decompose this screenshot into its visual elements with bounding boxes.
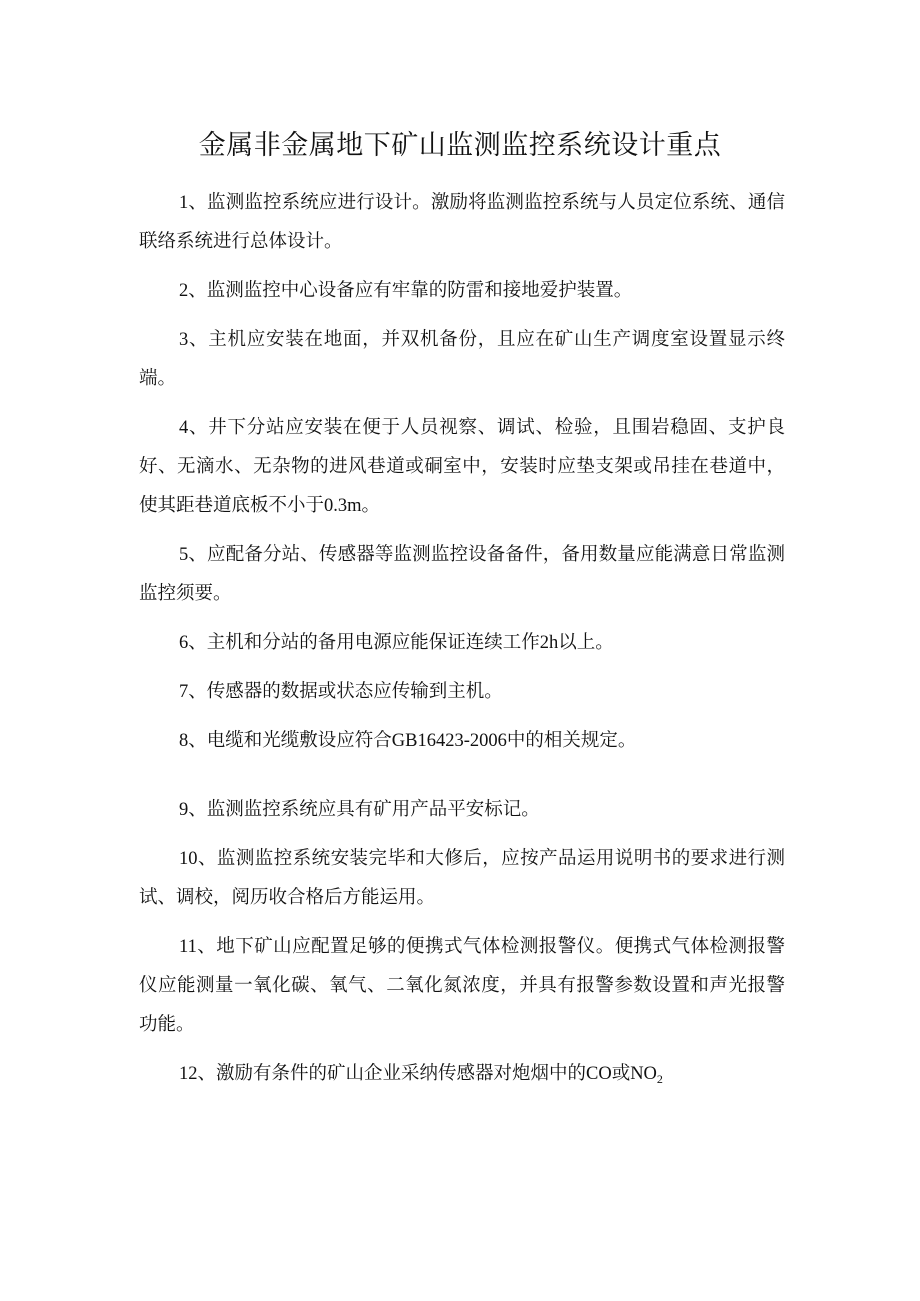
paragraph-5: 5、应配备分站、传感器等监测监控设备备件，备用数量应能满意日常监测监控须要。 [139, 545, 785, 604]
document-body [139, 184, 785, 1104]
paragraph-8: 8、电缆和光缆敷设应符合GB16423-2006中的相关规定。 [179, 731, 637, 751]
paragraph-1: 1、监测监控系统应进行设计。激励将监测监控系统与人员定位系统、通信联络系统进行总体设计。 [139, 193, 785, 252]
paragraph-7: 7、传感器的数据或状态应传输到主机。 [179, 682, 503, 702]
paragraph-12 [139, 1055, 785, 1094]
paragraph-4: 4、井下分站应安装在便于人员视察、调试、检验，且围岩稳固、支护良好、无滴水、无杂物的进风巷道或硐室中，安装时应垫支架或吊挂在巷道中，使其距巷道底板不小于0.3m。 [139, 418, 785, 516]
paragraph-9: 9、监测监控系统应具有矿用产品平安标记。 [179, 800, 540, 820]
paragraph-12-text: 12、激励有条件的矿山企业采纳传感器对炮烟中的CO或NO [179, 1064, 657, 1084]
paragraph-10: 10、监测监控系统安装完毕和大修后，应按产品运用说明书的要求进行测试、调校，阅历收合格后方能运用。 [139, 849, 785, 908]
document-title: 金属非金属地下矿山监测监控系统设计重点 [198, 130, 722, 161]
paragraph-2: 2、监测监控中心设备应有牢靠的防雷和接地爱护装置。 [179, 281, 633, 301]
paragraph-6: 6、主机和分站的备用电源应能保证连续工作2h以上。 [179, 633, 614, 653]
subscript-2: 2 [656, 1072, 663, 1086]
paragraph-3: 3、主机应安装在地面，并双机备份，且应在矿山生产调度室设置显示终端。 [139, 330, 785, 389]
paragraph-11: 11、地下矿山应配置足够的便携式气体检测报警仪。便携式气体检测报警仪应能测量一氧化碳、氧气、二氧化氮浓度，并具有报警参数设置和声光报警功能。 [139, 937, 785, 1035]
